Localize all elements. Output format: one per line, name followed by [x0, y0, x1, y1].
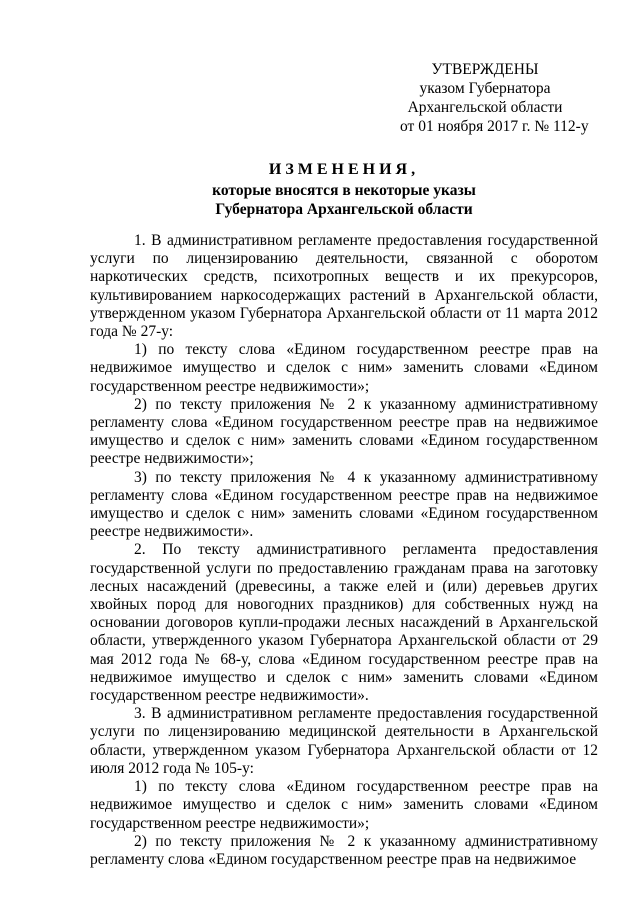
document-heading	[90, 160, 598, 219]
approval-date-number: от 01 ноября 2017 г. № 112-у	[400, 118, 589, 135]
approval-stamp	[400, 60, 589, 136]
paragraph-item-1: 1. В административном регламенте предоставления государственной услуги по лицензированию деятельности, связанной с оборотом наркотических средств, психотропных веществ и их прекурсоров, культивированием наркосодержащих растений в Архангельской области, утвержденном указом Губернатора Архангельской области от 11 марта 2012 года № 27-у:	[90, 232, 598, 341]
paragraph-item-3-sub-2: 2) по тексту приложения № 2 к указанному административному регламенту слова «Едином государственном реестре прав на недвижимое	[90, 832, 598, 868]
approval-region: Архангельской области	[407, 99, 563, 116]
approval-decree: указом Губернатора	[419, 80, 551, 97]
paragraph-item-1-sub-2: 2) по тексту приложения № 2 к указанному административному регламенту слова «Едином государственном реестре прав на недвижимое имущество и сделок с ним» заменить словами «Едином государственном реестре недвижимости»;	[90, 395, 598, 468]
paragraph-item-2: 2. По тексту административного регламента предоставления государственной услуги по предоставлению гражданам права на заготовку лесных насаждений (древесины, а также елей и (или) деревьев других хвойных пород для новогодних праздников) для собственных нужд на основании договоров купли-продажи лесных насаждений в Архангельской области, утвержденного указом Губернатора Архангельской области от 29 мая 2012 года № 68-у, слова «Едином государственном реестре прав на недвижимое имущество и сделок с ним» заменить словами «Едином государственном реестре недвижимости».	[90, 541, 598, 705]
approval-title: УТВЕРЖДЕНЫ	[431, 61, 539, 78]
document-body	[90, 232, 598, 869]
document-subtitle-line-2: Губернатора Архангельской области	[215, 201, 473, 218]
paragraph-item-3-sub-1: 1) по тексту слова «Едином государственном реестре прав на недвижимое имущество и сделок с ним» заменить словами «Едином государственном реестре недвижимости»;	[90, 778, 598, 832]
paragraph-item-1-sub-1: 1) по тексту слова «Едином государственном реестре прав на недвижимое имущество и сделок с ним» заменить словами «Едином государственном реестре недвижимости»;	[90, 341, 598, 395]
paragraph-item-3: 3. В административном регламенте предоставления государственной услуги по лицензированию медицинской деятельности в Архангельской области, утвержденном указом Губернатора Архангельской области от 12 июля 2012 года № 105-у:	[90, 705, 598, 777]
document-title: ИЗМЕНЕНИЯ,	[268, 161, 420, 178]
document-subtitle-line-1: которые вносятся в некоторые указы	[212, 182, 476, 199]
paragraph-item-1-sub-3: 3) по тексту приложения № 4 к указанному административному регламенту слова «Едином государственном реестре прав на недвижимое имущество и сделок с ним» заменить словами «Едином государственном реестре недвижимости».	[90, 468, 598, 541]
